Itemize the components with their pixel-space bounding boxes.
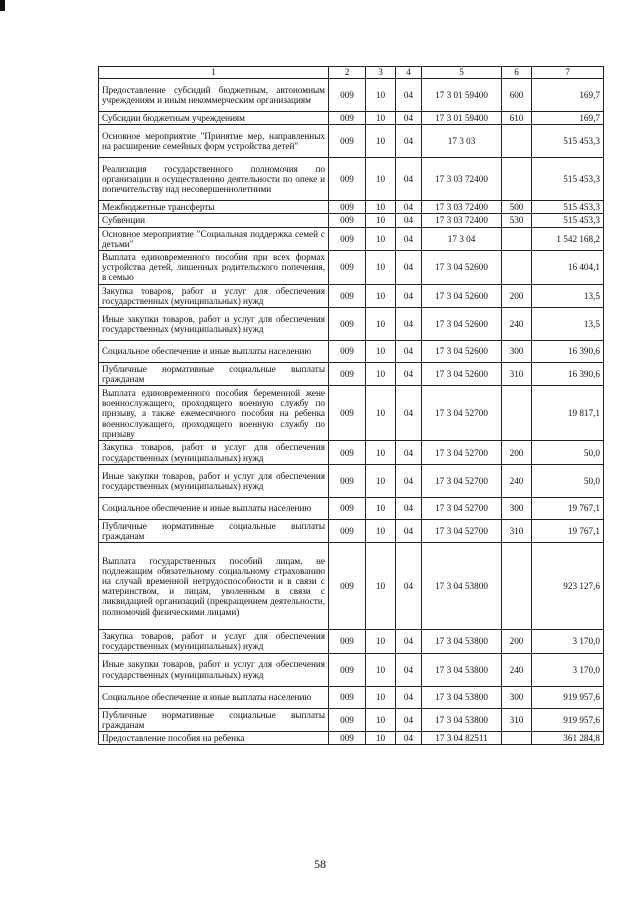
row-expense-type-cell (502, 732, 532, 745)
header-cell: 5 (422, 67, 502, 79)
row-name-cell: Иные закупки товаров, работ и услуг для обеспечения государственных (муниципальных) нужд (99, 464, 329, 497)
row-expense-type-cell (502, 386, 532, 441)
row-amount-cell: 515 453,3 (532, 125, 604, 158)
row-admin-code-cell: 009 (329, 214, 366, 227)
row-admin-code-cell: 009 (329, 201, 366, 214)
row-target-code-cell: 17 3 04 53800 (422, 708, 502, 731)
table-row (99, 284, 604, 307)
row-amount-cell: 19 817,1 (532, 386, 604, 441)
table-row (99, 543, 604, 630)
row-admin-code-cell: 009 (329, 227, 366, 250)
row-section-cell: 10 (366, 386, 396, 441)
table-row (99, 732, 604, 745)
row-subsection-cell: 04 (396, 79, 422, 112)
table-row (99, 363, 604, 386)
row-section-cell: 10 (366, 497, 396, 519)
row-section-cell: 10 (366, 341, 396, 363)
row-admin-code-cell: 009 (329, 630, 366, 653)
row-section-cell: 10 (366, 543, 396, 630)
table-row (99, 125, 604, 158)
row-admin-code-cell: 009 (329, 125, 366, 158)
row-name-cell: Закупка товаров, работ и услуг для обеспечения государственных (муниципальных) нужд (99, 441, 329, 464)
row-amount-cell: 169,7 (532, 112, 604, 125)
row-target-code-cell: 17 3 01 59400 (422, 112, 502, 125)
row-subsection-cell: 04 (396, 363, 422, 386)
row-admin-code-cell: 009 (329, 363, 366, 386)
row-expense-type-cell (502, 158, 532, 201)
row-admin-code-cell: 009 (329, 519, 366, 542)
row-expense-type-cell: 200 (502, 284, 532, 307)
row-amount-cell: 3 170,0 (532, 630, 604, 653)
row-name-cell: Закупка товаров, работ и услуг для обеспечения государственных (муниципальных) нужд (99, 284, 329, 307)
row-target-code-cell: 17 3 03 72400 (422, 201, 502, 214)
row-admin-code-cell: 009 (329, 112, 366, 125)
row-amount-cell: 16 390,6 (532, 341, 604, 363)
row-name-cell: Социальное обеспечение и иные выплаты населению (99, 341, 329, 363)
scan-edge-mark (0, 0, 5, 11)
row-name-cell: Публичные нормативные социальные выплаты гражданам (99, 708, 329, 731)
row-subsection-cell: 04 (396, 214, 422, 227)
row-target-code-cell: 17 3 04 52600 (422, 284, 502, 307)
row-section-cell: 10 (366, 441, 396, 464)
row-admin-code-cell: 009 (329, 341, 366, 363)
row-section-cell: 10 (366, 112, 396, 125)
row-target-code-cell: 17 3 04 53800 (422, 630, 502, 653)
row-target-code-cell: 17 3 04 53800 (422, 653, 502, 686)
row-subsection-cell: 04 (396, 732, 422, 745)
row-expense-type-cell: 240 (502, 464, 532, 497)
row-subsection-cell: 04 (396, 284, 422, 307)
row-admin-code-cell: 009 (329, 251, 366, 285)
row-name-cell: Публичные нормативные социальные выплаты гражданам (99, 519, 329, 542)
table-row (99, 214, 604, 227)
row-section-cell: 10 (366, 464, 396, 497)
row-amount-cell: 919 957,6 (532, 708, 604, 731)
page-number: 58 (314, 857, 326, 871)
row-section-cell: 10 (366, 732, 396, 745)
table-row (99, 630, 604, 653)
row-subsection-cell: 04 (396, 158, 422, 201)
row-amount-cell: 13,5 (532, 308, 604, 341)
row-section-cell: 10 (366, 630, 396, 653)
table-row (99, 201, 604, 214)
row-subsection-cell: 04 (396, 201, 422, 214)
row-subsection-cell: 04 (396, 686, 422, 708)
row-admin-code-cell: 009 (329, 708, 366, 731)
row-target-code-cell: 17 3 04 52700 (422, 441, 502, 464)
row-expense-type-cell: 310 (502, 708, 532, 731)
row-subsection-cell: 04 (396, 708, 422, 731)
header-cell: 1 (99, 67, 329, 79)
row-subsection-cell: 04 (396, 112, 422, 125)
row-amount-cell: 515 453,3 (532, 158, 604, 201)
row-subsection-cell: 04 (396, 341, 422, 363)
row-expense-type-cell: 500 (502, 201, 532, 214)
row-target-code-cell: 17 3 04 52700 (422, 386, 502, 441)
header-cell: 3 (366, 67, 396, 79)
row-admin-code-cell: 009 (329, 386, 366, 441)
row-subsection-cell: 04 (396, 251, 422, 285)
row-admin-code-cell: 009 (329, 653, 366, 686)
table-header-row (99, 67, 604, 79)
row-section-cell: 10 (366, 686, 396, 708)
row-subsection-cell: 04 (396, 630, 422, 653)
row-target-code-cell: 17 3 04 82511 (422, 732, 502, 745)
row-amount-cell: 919 957,6 (532, 686, 604, 708)
row-subsection-cell: 04 (396, 227, 422, 250)
row-amount-cell: 515 453,3 (532, 201, 604, 214)
row-target-code-cell: 17 3 03 72400 (422, 214, 502, 227)
row-subsection-cell: 04 (396, 386, 422, 441)
table-row (99, 686, 604, 708)
row-admin-code-cell: 009 (329, 158, 366, 201)
budget-table (98, 66, 604, 745)
row-amount-cell: 3 170,0 (532, 653, 604, 686)
row-expense-type-cell: 200 (502, 441, 532, 464)
row-subsection-cell: 04 (396, 519, 422, 542)
row-name-cell: Закупка товаров, работ и услуг для обеспечения государственных (муниципальных) нужд (99, 630, 329, 653)
row-section-cell: 10 (366, 363, 396, 386)
row-admin-code-cell: 009 (329, 308, 366, 341)
row-target-code-cell: 17 3 04 52600 (422, 363, 502, 386)
row-target-code-cell: 17 3 03 72400 (422, 158, 502, 201)
row-target-code-cell: 17 3 04 52700 (422, 519, 502, 542)
row-name-cell: Выплата единовременного пособия при всех формах устройства детей, лишенных родительского попечения, в семью (99, 251, 329, 285)
row-subsection-cell: 04 (396, 497, 422, 519)
row-section-cell: 10 (366, 214, 396, 227)
row-name-cell: Субсидии бюджетным учреждениям (99, 112, 329, 125)
row-name-cell: Выплата государственных пособий лицам, не подлежащим обязательному социальному страхованию на случай временной нетрудоспособности и в связи с материнством, и лицам, уволенным в связи с ликвидацией организаций (прекращением деятельности, полномочий физическими лицами) (99, 543, 329, 630)
row-expense-type-cell: 530 (502, 214, 532, 227)
table-row (99, 386, 604, 441)
row-expense-type-cell: 300 (502, 686, 532, 708)
row-section-cell: 10 (366, 653, 396, 686)
header-cell: 7 (532, 67, 604, 79)
row-name-cell: Выплата единовременного пособия беременной жене военнослужащего, проходящего военную службу по призыву, а также ежемесячного пособия на ребенка военнослужащего, проходящего военную службу по призыву (99, 386, 329, 441)
row-section-cell: 10 (366, 708, 396, 731)
row-amount-cell: 16 390,6 (532, 363, 604, 386)
row-target-code-cell: 17 3 03 (422, 125, 502, 158)
row-target-code-cell: 17 3 04 52600 (422, 341, 502, 363)
row-subsection-cell: 04 (396, 308, 422, 341)
row-name-cell: Основное мероприятие "Социальная поддержка семей с детьми" (99, 227, 329, 250)
row-amount-cell: 923 127,6 (532, 543, 604, 630)
row-amount-cell: 50,0 (532, 441, 604, 464)
table-row (99, 251, 604, 285)
row-expense-type-cell (502, 251, 532, 285)
row-expense-type-cell: 300 (502, 497, 532, 519)
row-expense-type-cell: 240 (502, 653, 532, 686)
row-amount-cell: 515 453,3 (532, 214, 604, 227)
row-subsection-cell: 04 (396, 653, 422, 686)
row-section-cell: 10 (366, 158, 396, 201)
row-section-cell: 10 (366, 251, 396, 285)
row-admin-code-cell: 009 (329, 284, 366, 307)
row-target-code-cell: 17 3 04 53800 (422, 686, 502, 708)
row-expense-type-cell: 310 (502, 363, 532, 386)
table-row (99, 308, 604, 341)
row-name-cell: Предоставление пособия на ребенка (99, 732, 329, 745)
row-amount-cell: 19 767,1 (532, 519, 604, 542)
row-amount-cell: 50,0 (532, 464, 604, 497)
row-section-cell: 10 (366, 125, 396, 158)
row-name-cell: Социальное обеспечение и иные выплаты населению (99, 497, 329, 519)
table-row (99, 112, 604, 125)
row-name-cell: Иные закупки товаров, работ и услуг для обеспечения государственных (муниципальных) нужд (99, 308, 329, 341)
row-name-cell: Предоставление субсидий бюджетным, автономным учреждениям и иным некоммерческим организациям (99, 79, 329, 112)
row-section-cell: 10 (366, 227, 396, 250)
row-subsection-cell: 04 (396, 125, 422, 158)
row-expense-type-cell: 200 (502, 630, 532, 653)
row-section-cell: 10 (366, 201, 396, 214)
row-expense-type-cell (502, 227, 532, 250)
row-name-cell: Основное мероприятие "Принятие мер, направленных на расширение семейных форм устройства детей" (99, 125, 329, 158)
table-row (99, 341, 604, 363)
row-name-cell: Публичные нормативные социальные выплаты гражданам (99, 363, 329, 386)
row-target-code-cell: 17 3 04 52700 (422, 464, 502, 497)
row-section-cell: 10 (366, 284, 396, 307)
row-name-cell: Субвенции (99, 214, 329, 227)
row-target-code-cell: 17 3 01 59400 (422, 79, 502, 112)
row-admin-code-cell: 009 (329, 543, 366, 630)
row-expense-type-cell (502, 543, 532, 630)
row-amount-cell: 19 767,1 (532, 497, 604, 519)
row-subsection-cell: 04 (396, 441, 422, 464)
row-section-cell: 10 (366, 308, 396, 341)
table-row (99, 708, 604, 731)
row-target-code-cell: 17 3 04 52700 (422, 497, 502, 519)
row-admin-code-cell: 009 (329, 464, 366, 497)
row-amount-cell: 13,5 (532, 284, 604, 307)
row-expense-type-cell: 610 (502, 112, 532, 125)
table-row (99, 497, 604, 519)
row-section-cell: 10 (366, 79, 396, 112)
row-subsection-cell: 04 (396, 543, 422, 630)
row-expense-type-cell: 300 (502, 341, 532, 363)
header-cell: 4 (396, 67, 422, 79)
table-row (99, 79, 604, 112)
row-expense-type-cell: 600 (502, 79, 532, 112)
row-name-cell: Реализация государственного полномочия по организации и осуществлению деятельности по опеке и попечительству над несовершеннолетними (99, 158, 329, 201)
table-row (99, 464, 604, 497)
row-target-code-cell: 17 3 04 (422, 227, 502, 250)
row-admin-code-cell: 009 (329, 497, 366, 519)
row-expense-type-cell: 240 (502, 308, 532, 341)
header-cell: 2 (329, 67, 366, 79)
row-expense-type-cell: 310 (502, 519, 532, 542)
row-name-cell: Межбюджетные трансферты (99, 201, 329, 214)
row-target-code-cell: 17 3 04 52600 (422, 251, 502, 285)
table-row (99, 441, 604, 464)
row-admin-code-cell: 009 (329, 732, 366, 745)
table-row (99, 653, 604, 686)
row-section-cell: 10 (366, 519, 396, 542)
row-amount-cell: 16 404,1 (532, 251, 604, 285)
row-admin-code-cell: 009 (329, 686, 366, 708)
row-admin-code-cell: 009 (329, 441, 366, 464)
row-name-cell: Иные закупки товаров, работ и услуг для обеспечения государственных (муниципальных) нужд (99, 653, 329, 686)
row-expense-type-cell (502, 125, 532, 158)
row-target-code-cell: 17 3 04 52600 (422, 308, 502, 341)
row-amount-cell: 169,7 (532, 79, 604, 112)
row-subsection-cell: 04 (396, 464, 422, 497)
row-admin-code-cell: 009 (329, 79, 366, 112)
row-amount-cell: 1 542 168,2 (532, 227, 604, 250)
row-name-cell: Социальное обеспечение и иные выплаты населению (99, 686, 329, 708)
row-target-code-cell: 17 3 04 53800 (422, 543, 502, 630)
table-row (99, 158, 604, 201)
table-row (99, 519, 604, 542)
table-body (99, 67, 604, 745)
header-cell: 6 (502, 67, 532, 79)
row-amount-cell: 361 284,8 (532, 732, 604, 745)
table-row (99, 227, 604, 250)
